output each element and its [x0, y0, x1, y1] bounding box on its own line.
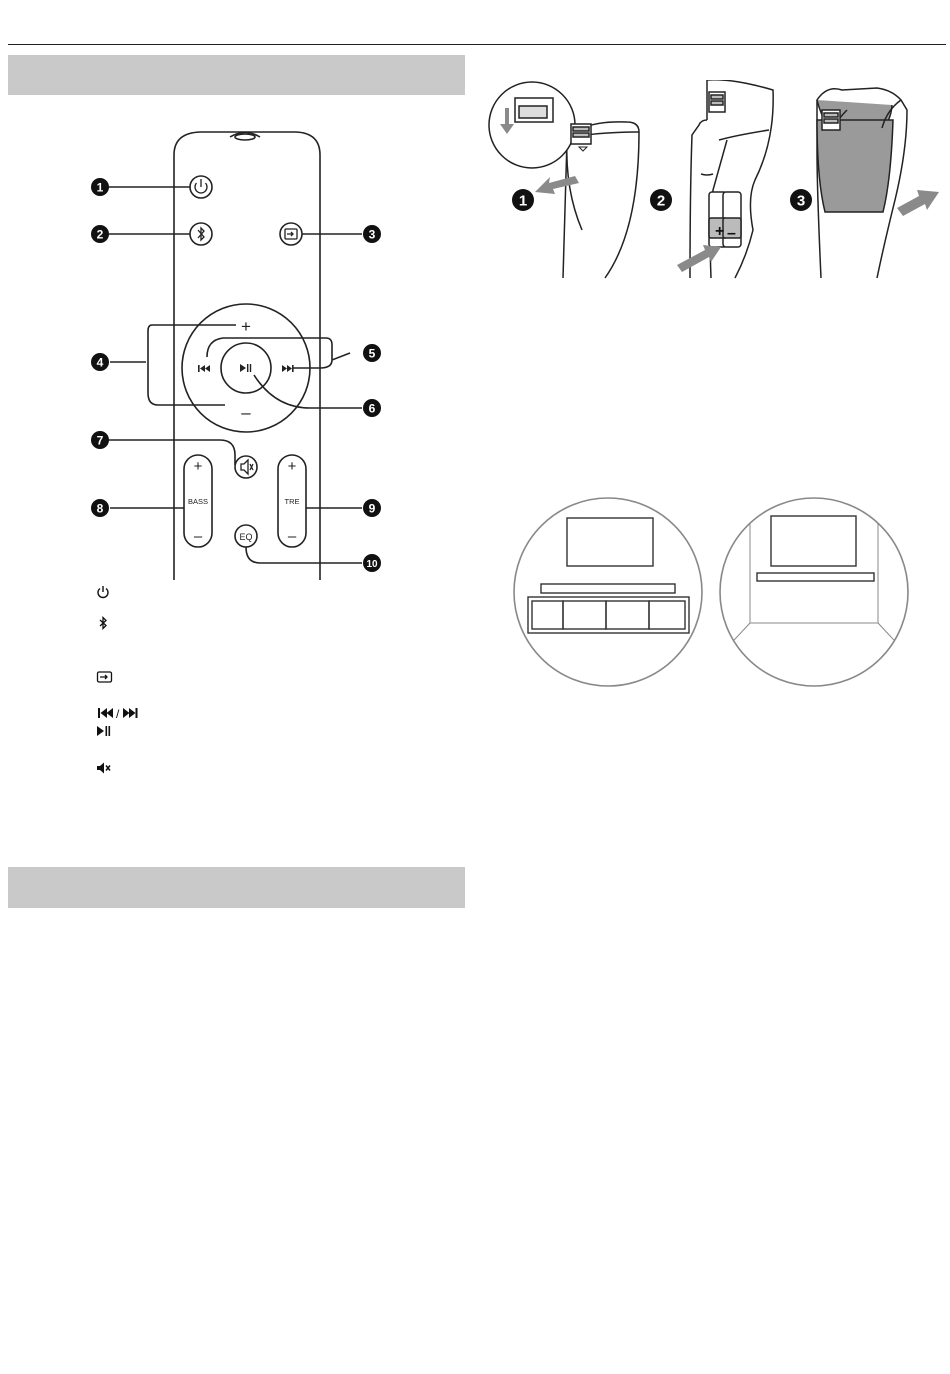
soundbar: [541, 584, 675, 593]
callout-9: [363, 499, 381, 517]
svg-text:1: 1: [518, 192, 528, 210]
svg-text:3: 3: [368, 227, 376, 242]
battery-positive-label: +: [715, 223, 725, 240]
callout-7: [91, 431, 109, 449]
remote-body-outline: [174, 132, 320, 580]
bluetooth-icon: [96, 616, 110, 630]
play-pause-icon: [240, 364, 246, 372]
svg-text:2: 2: [656, 192, 666, 210]
svg-text:/: /: [116, 707, 120, 720]
section-header-band-remote: [8, 55, 465, 95]
arrow-close-icon: [897, 190, 939, 216]
treble-label: TRE: [284, 497, 300, 506]
tv-screen: [771, 516, 856, 566]
soundbar: [757, 573, 874, 581]
battery-installation-diagram: [487, 80, 942, 280]
cabinet: [528, 597, 689, 633]
callout-8: [91, 499, 109, 517]
svg-text:1: 1: [96, 180, 104, 195]
treble-down-label: –: [287, 528, 297, 545]
legend-row-skip: [96, 704, 296, 722]
eq-label: EQ: [239, 532, 253, 542]
legend-row-power: [96, 583, 296, 601]
next-icon: [282, 365, 287, 372]
bluetooth-icon: [198, 228, 204, 240]
legend-row-mute: [96, 759, 296, 777]
svg-text:6: 6: [368, 401, 376, 416]
skip-icons: [96, 706, 144, 720]
previous-icon: [98, 708, 113, 718]
legend-row-source: [96, 668, 296, 686]
top-rule: [8, 44, 946, 45]
arrow-insert-icon: [677, 245, 721, 272]
callout-6: [363, 399, 381, 417]
svg-text:8: 8: [96, 501, 104, 516]
speaker-icon: [241, 460, 248, 474]
battery-negative-label: –: [727, 225, 736, 242]
bass-up-label: +: [193, 458, 203, 475]
callout-1: [91, 178, 109, 196]
step-2-figure: [690, 80, 773, 278]
bass-label: BASS: [187, 497, 209, 506]
arrow-slide-icon: [535, 176, 579, 194]
soundbar-placement-diagram: [512, 493, 912, 693]
legend-row-bluetooth: [96, 614, 296, 632]
svg-text:10: 10: [366, 559, 378, 570]
svg-text:2: 2: [96, 227, 104, 242]
callout-5: [363, 344, 381, 362]
mute-button: [235, 456, 257, 478]
volume-up-label: +: [241, 317, 251, 336]
svg-text:7: 7: [96, 433, 104, 448]
placement-wall-mount: [720, 493, 908, 686]
bass-down-label: –: [193, 528, 203, 545]
svg-text:4: 4: [96, 355, 104, 370]
step-callout-2: [650, 189, 672, 211]
treble-up-label: +: [287, 458, 297, 475]
previous-icon: [198, 365, 200, 372]
play-pause-icon: [96, 724, 112, 738]
volume-down-label: –: [241, 403, 251, 422]
mute-icon: [96, 761, 112, 775]
callout-2: [91, 225, 109, 243]
callouts: [91, 178, 381, 572]
svg-text:3: 3: [796, 192, 806, 210]
callout-3: [363, 225, 381, 243]
section-header-band-second: [8, 867, 465, 908]
next-icon: [123, 708, 138, 718]
callout-10: [363, 554, 381, 572]
placement-on-cabinet: [514, 498, 702, 686]
remote-control-diagram: [80, 125, 390, 585]
svg-text:5: 5: [368, 346, 376, 361]
remote-led: [235, 134, 255, 140]
tv-screen: [567, 518, 653, 566]
legend-row-play-pause: [96, 722, 296, 740]
step-callout-1: [512, 189, 534, 211]
step-3-figure: [817, 88, 907, 278]
callout-4: [91, 353, 109, 371]
step-callout-3: [790, 189, 812, 211]
svg-text:9: 9: [368, 501, 376, 516]
power-icon: [96, 585, 110, 599]
input-source-icon: [96, 670, 114, 684]
remote-control-svg: [80, 125, 390, 585]
